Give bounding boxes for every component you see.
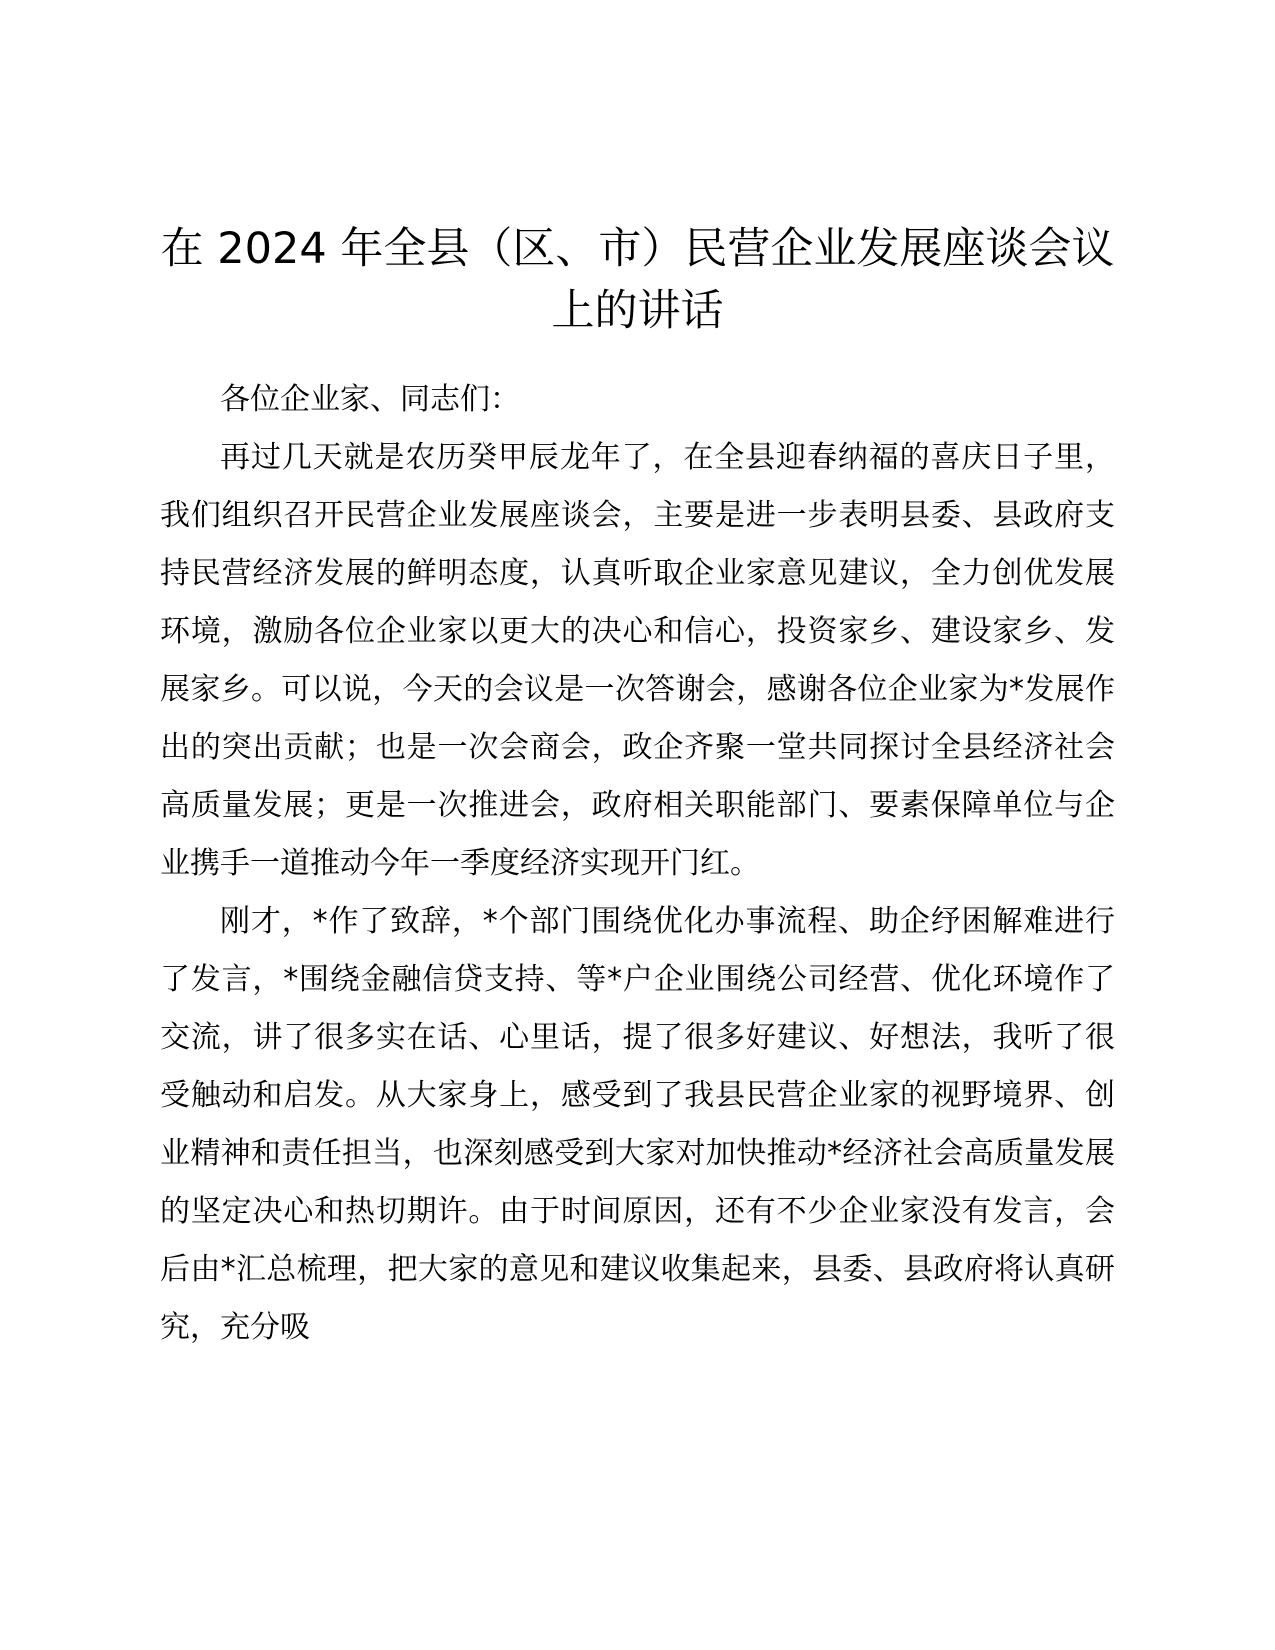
body-paragraph: 刚才，*作了致辞，*个部门围绕优化办事流程、助企纾困解难进行了发言，*围绕金融信贷支持、等*户企业围绕公司经营、优化环境作了交流，讲了很多实在话、心里话，提了很多好建议、好想法，我听了很受触动和启发。从大家身上，感受到了我县民营企业家的视野境界、创业精神和责任担当，也深刻感受到大家对加快推动*经济社会高质量发展的坚定决心和热切期许。由于时间原因，还有不少企业家没有发言，会后由*汇总梳理，把大家的意见和建议收集起来，县委、县政府将认真研究，充分吸 <box>160 904 1115 1345</box>
document-title: 在 2024 年全县（区、市）民营企业发展座谈会议上的讲话 <box>160 224 1115 336</box>
document-body <box>160 371 1115 1357</box>
greeting-line: 各位企业家、同志们： <box>220 382 520 417</box>
body-paragraph: 再过几天就是农历癸甲辰龙年了，在全县迎春纳福的喜庆日子里，我们组织召开民营企业发展座谈会，主要是进一步表明县委、县政府支持民营经济发展的鲜明态度，认真听取企业家意见建议，全力创优发展环境，激励各位企业家以更大的决心和信心，投资家乡、建设家乡、发展家乡。可以说，今天的会议是一次答谢会，感谢各位企业家为*发展作出的突出贡献；也是一次会商会，政企齐聚一堂共同探讨全县经济社会高质量发展；更是一次推进会，政府相关职能部门、要素保障单位与企业携手一道推动今年一季度经济实现开门红。 <box>160 440 1115 881</box>
